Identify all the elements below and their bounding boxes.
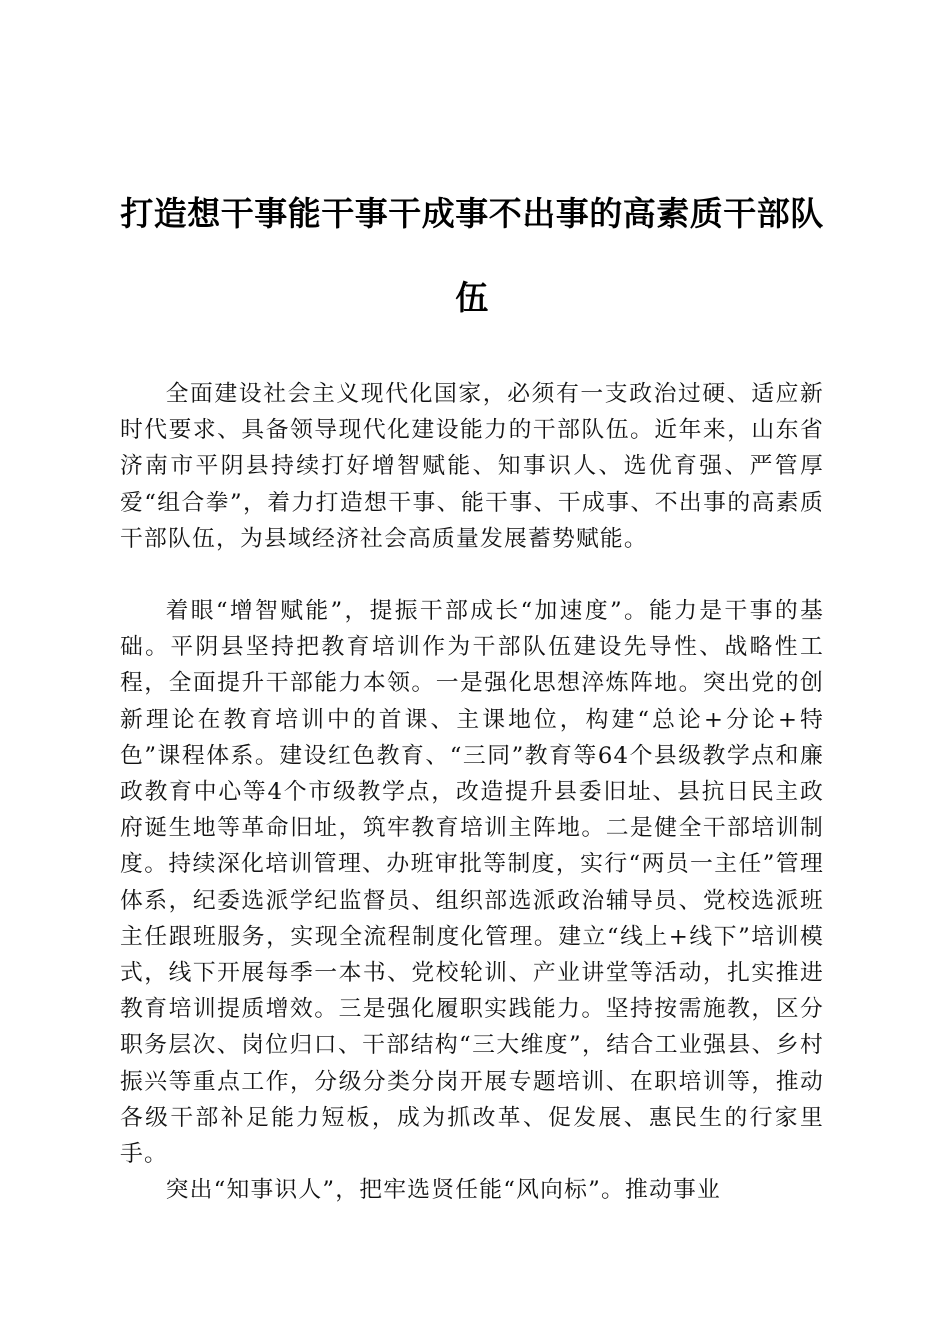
paragraph-section-2: 突出“知事识人”，把牢选贤任能“风向标”。推动事业 — [165, 1177, 721, 1204]
document-title: 打造想干事能干事干成事不出事的高素质干部队伍 — [120, 194, 824, 317]
paragraph-intro: 全面建设社会主义现代化国家，必须有一支政治过硬、适应新时代要求、具备领导现代化建设能力的干部队伍。近年来，山东省济南市平阴县持续打好增智赋能、知事识人、选优育强、严管厚爱“组合拳”，着力打造想干事、能干事、干成事、不出事的高素质干部队伍，为县域经济社会高质量发展蓄势赋能。 — [120, 381, 824, 552]
paragraph-section-1: 着眼“增智赋能”，提振干部成长“加速度”。能力是干事的基础。平阴县坚持把教育培训作为干部队伍建设先导性、战略性工程，全面提升干部能力本领。一是强化思想淬炼阵地。突出党的创新理论在教育培训中的首课、主课地位，构建“总论+分论+特色”课程体系。建设红色教育、“三同”教育等64个县级教学点和廉政教育中心等4个市级教学点，改造提升县委旧址、县抗日民主政府诞生地等革命旧址，筑牢教育培训主阵地。二是健全干部培训制度。持续深化培训管理、办班审批等制度，实行“两员一主任”管理体系，纪委选派学纪监督员、组织部选派政治辅导员、党校选派班主任跟班服务，实现全流程制度化管理。建立“线上+线下”培训模式，线下开展每季一本书、党校轮训、产业讲堂等活动，扎实推进教育培训提质增效。三是强化履职实践能力。坚持按需施教，区分职务层次、岗位归口、干部结构“三大维度”，结合工业强县、乡村振兴等重点工作，分级分类分岗开展专题培训、在职培训等，推动各级干部补足能力短板，成为抓改革、促发展、惠民生的行家里手。 — [120, 598, 824, 1168]
